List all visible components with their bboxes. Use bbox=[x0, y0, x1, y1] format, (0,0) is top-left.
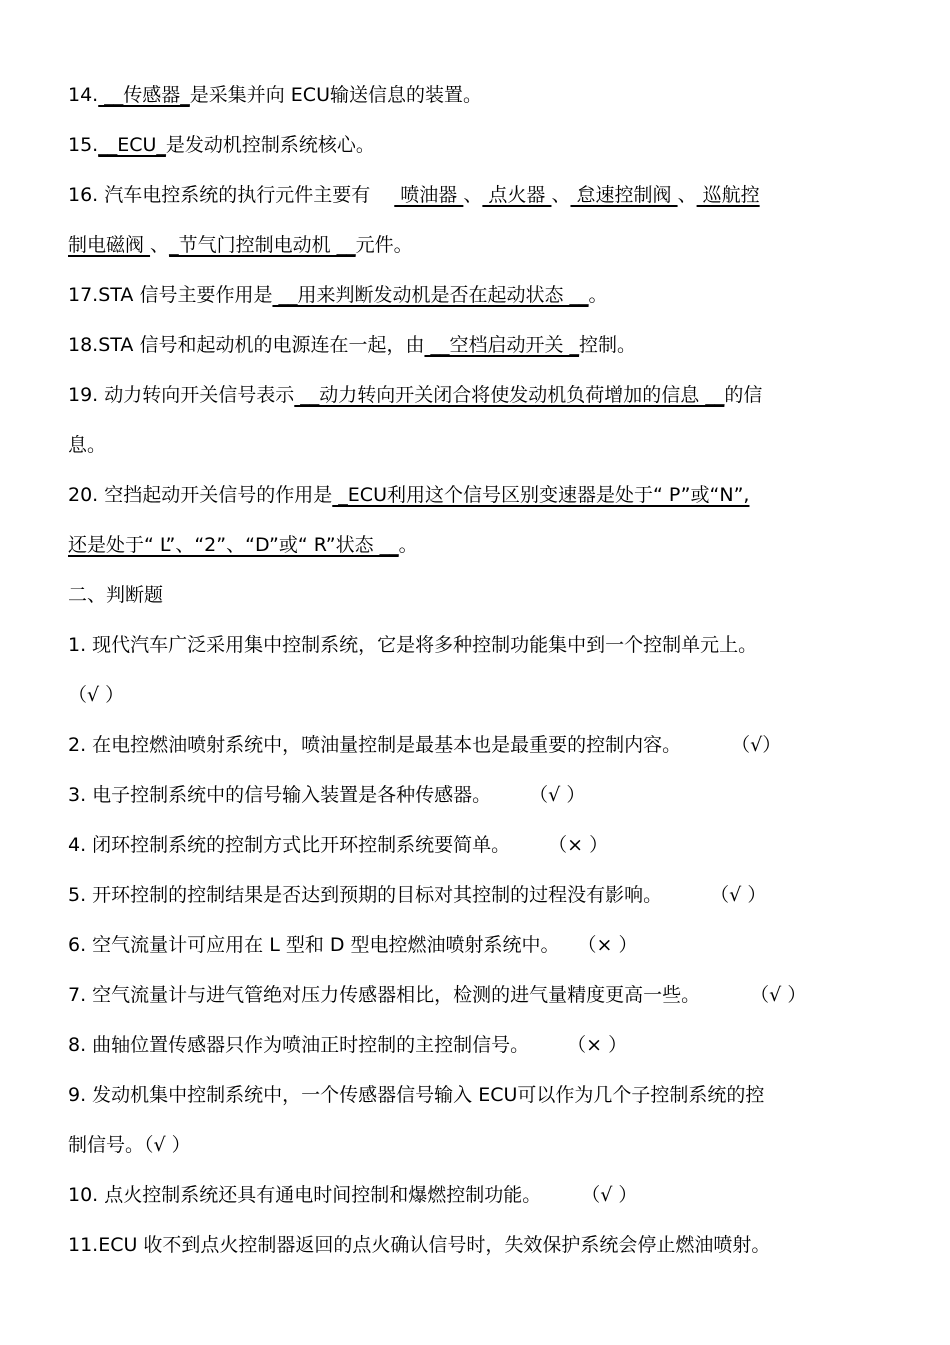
question-text: 3. 电子控制系统中的信号输入装置是各种传感器。 bbox=[68, 784, 492, 806]
answer-blank: 点火器 bbox=[482, 184, 552, 206]
judge-question-1-mark bbox=[68, 682, 910, 708]
answer-blank: __动力转向开关闭合将使发动机负荷增加的信息 __ bbox=[294, 384, 725, 406]
question-text: 制信号。 bbox=[68, 1134, 145, 1156]
question-text: 是采集并向 ECU输送信息的装置。 bbox=[189, 84, 482, 106]
question-18 bbox=[68, 332, 910, 358]
answer-mark: （× ） bbox=[567, 1034, 628, 1056]
answer-blank: __用来判断发动机是否在起动状态 __ bbox=[272, 284, 589, 306]
question-text: 6. 空气流量计可应用在 L 型和 D 型电控燃油喷射系统中。 bbox=[68, 934, 560, 956]
question-19-line2 bbox=[68, 432, 910, 458]
judge-question-2 bbox=[68, 732, 910, 758]
question-text: 20. 空挡起动开关信号的作用是 bbox=[68, 484, 333, 506]
answer-blank: __ECU_ bbox=[98, 134, 166, 156]
answer-mark: （√ ） bbox=[144, 1134, 191, 1156]
judge-question-7 bbox=[68, 982, 910, 1008]
question-number: 15. bbox=[68, 134, 99, 156]
question-16-line2 bbox=[68, 232, 910, 258]
answer-mark: （√ ） bbox=[529, 784, 586, 806]
question-text: 的信 bbox=[724, 384, 763, 406]
question-15 bbox=[68, 132, 910, 158]
question-text: 7. 空气流量计与进气管绝对压力传感器相比，检测的进气量精度更高一些。 bbox=[68, 984, 701, 1006]
question-text: 1. 现代汽车广泛采用集中控制系统，它是将多种控制功能集中到一个控制单元上。 bbox=[68, 634, 758, 656]
answer-blank: 怠速控制阀 bbox=[570, 184, 678, 206]
question-text: 是发动机控制系统核心。 bbox=[165, 134, 375, 156]
answer-mark: （√ ） bbox=[68, 684, 125, 706]
answer-blank: _节气门控制电动机 __ bbox=[169, 234, 356, 256]
question-20-line1 bbox=[68, 482, 910, 508]
separator: 、 bbox=[677, 184, 697, 206]
separator: 、 bbox=[551, 184, 571, 206]
judge-question-9-line2 bbox=[68, 1132, 910, 1158]
answer-mark: （× ） bbox=[577, 934, 638, 956]
question-number: 14. bbox=[68, 84, 99, 106]
question-text: 息。 bbox=[68, 434, 107, 456]
question-text: 。 bbox=[588, 284, 608, 306]
question-20-line2 bbox=[68, 532, 910, 558]
judge-question-9-line1 bbox=[68, 1082, 910, 1108]
answer-mark: （√） bbox=[731, 734, 782, 756]
answer-blank: __传感器_ bbox=[98, 84, 190, 106]
question-text: 16. 汽车电控系统的执行元件主要有 bbox=[68, 184, 371, 206]
question-text: 11.ECU 收不到点火控制器返回的点火确认信号时，失效保护系统会停止燃油喷射。 bbox=[68, 1234, 771, 1256]
question-text: 17.STA 信号主要作用是 bbox=[68, 284, 273, 306]
judge-question-1 bbox=[68, 632, 910, 658]
judge-question-3 bbox=[68, 782, 910, 808]
section-title: 二、判断题 bbox=[68, 584, 164, 606]
question-text: 2. 在电控燃油喷射系统中，喷油量控制是最基本也是最重要的控制内容。 bbox=[68, 734, 682, 756]
question-text: 9. 发动机集中控制系统中，一个传感器信号输入 ECU可以作为几个子控制系统的控 bbox=[68, 1084, 765, 1106]
judge-question-10 bbox=[68, 1182, 910, 1208]
judge-question-4 bbox=[68, 832, 910, 858]
answer-mark: （√ ） bbox=[750, 984, 807, 1006]
question-14 bbox=[68, 82, 910, 108]
answer-blank: _ECU利用这个信号区别变速器是处于“ P”或“N”, bbox=[332, 484, 750, 506]
answer-mark: （× ） bbox=[548, 834, 609, 856]
question-text: 10. 点火控制系统还具有通电时间控制和爆燃控制功能。 bbox=[68, 1184, 542, 1206]
question-text: 18.STA 信号和起动机的电源连在一起，由 bbox=[68, 334, 425, 356]
separator: 、 bbox=[150, 234, 170, 256]
answer-blank: 巡航控 bbox=[696, 184, 760, 206]
judge-question-5 bbox=[68, 882, 910, 908]
answer-mark: （√ ） bbox=[581, 1184, 638, 1206]
answer-blank: 制电磁阀 bbox=[68, 234, 151, 256]
judge-question-11 bbox=[68, 1232, 910, 1258]
question-text: 控制。 bbox=[579, 334, 637, 356]
question-text: 4. 闭环控制系统的控制方式比开环控制系统要简单。 bbox=[68, 834, 511, 856]
question-text: 8. 曲轴位置传感器只作为喷油正时控制的主控制信号。 bbox=[68, 1034, 530, 1056]
answer-mark: （√ ） bbox=[710, 884, 767, 906]
judge-question-6 bbox=[68, 932, 910, 958]
question-19-line1 bbox=[68, 382, 910, 408]
question-text: 19. 动力转向开关信号表示 bbox=[68, 384, 295, 406]
answer-blank: 喷油器 bbox=[394, 184, 464, 206]
question-16-line1 bbox=[68, 182, 910, 208]
question-17 bbox=[68, 282, 910, 308]
question-text: 。 bbox=[398, 534, 418, 556]
separator: 、 bbox=[463, 184, 483, 206]
answer-blank: 还是处于“ L”、“2”、“D”或“ R”状态 __ bbox=[68, 534, 399, 556]
question-text: 5. 开环控制的控制结果是否达到预期的目标对其控制的过程没有影响。 bbox=[68, 884, 663, 906]
question-text: 元件。 bbox=[355, 234, 413, 256]
answer-blank: __空档启动开关 _ bbox=[424, 334, 580, 356]
judge-question-8 bbox=[68, 1032, 910, 1058]
